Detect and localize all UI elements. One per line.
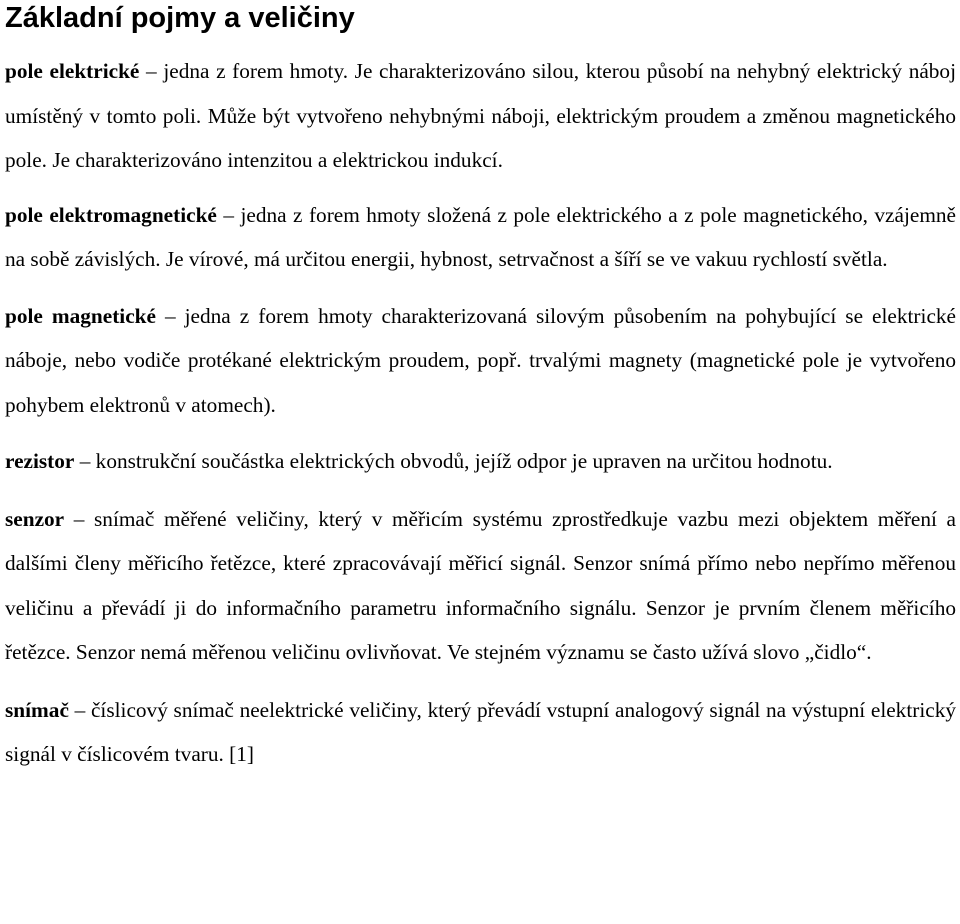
term-senzor: senzor <box>5 506 65 531</box>
definition-text: konstrukční součástka elektrických obvodů, jejíž odpor je upraven na určitou hodnotu. <box>95 449 833 473</box>
definition-entry-pole-magneticke <box>5 294 956 428</box>
page-title: Základní pojmy a veličiny <box>5 2 355 34</box>
separator: – <box>139 59 164 83</box>
separator: – <box>68 697 91 722</box>
separator: – <box>64 506 95 531</box>
definition-entry-pole-elektricke <box>5 49 956 183</box>
definition-entry-rezistor <box>5 439 956 484</box>
definition-text: snímač měřené veličiny, který v měřicím systému zprostředkuje vazbu mezi objektem měření a dalšími členy měřicího řetězce, které zpracovávají měřicí signál. Senzor snímá přímo nebo nepřímo měřenou veličinu a převádí ji do informačního parametru informačního signálu. Senzor je prvním členem měřicího řetězce. Senzor nemá měřenou veličinu ovlivňovat. Ve stejném významu se často užívá slovo „čidlo“. <box>5 506 957 664</box>
term-pole-magneticke: pole magnetické <box>5 303 156 328</box>
definition-entry-pole-elektromagneticke <box>5 193 956 282</box>
term-pole-elektricke: pole elektrické <box>5 59 140 83</box>
definition-text: jedna z forem hmoty. Je charakterizováno silou, kterou působí na nehybný elektrický náboj umístěný v tomto poli. Může být vytvořeno nehybnými náboji, elektrickým proudem a změnou magnetického pole. Je charakterizováno intenzitou a elektrickou indukcí. <box>5 59 957 172</box>
definition-entry-snimac <box>5 688 956 777</box>
separator: – <box>74 449 96 473</box>
definition-text: jedna z forem hmoty charakterizovaná silovým působením na pohybující se elektrické náboje, nebo vodiče protékané elektrickým proudem, popř. trvalými magnety (magnetické pole je vytvořeno pohybem elektronů v atomech). <box>5 303 956 417</box>
separator: – <box>155 303 185 328</box>
definition-text: jedna z forem hmoty složená z pole elektrického a z pole magnetického, vzájemně na sobě závislých. Je vírové, má určitou energii, hybnost, setrvačnost a šíří se ve vakuu rychlostí světla. <box>5 202 956 271</box>
separator: – <box>216 202 241 227</box>
term-pole-elektromagneticke: pole elektromagnetické <box>5 202 217 227</box>
definition-text: číslicový snímač neelektrické veličiny, který převádí vstupní analogový signál na výstupní elektrický signál v číslicovém tvaru. [1] <box>5 697 957 766</box>
definition-entry-senzor <box>5 497 956 675</box>
term-rezistor: rezistor <box>5 449 75 473</box>
term-snimac: snímač <box>5 697 69 722</box>
